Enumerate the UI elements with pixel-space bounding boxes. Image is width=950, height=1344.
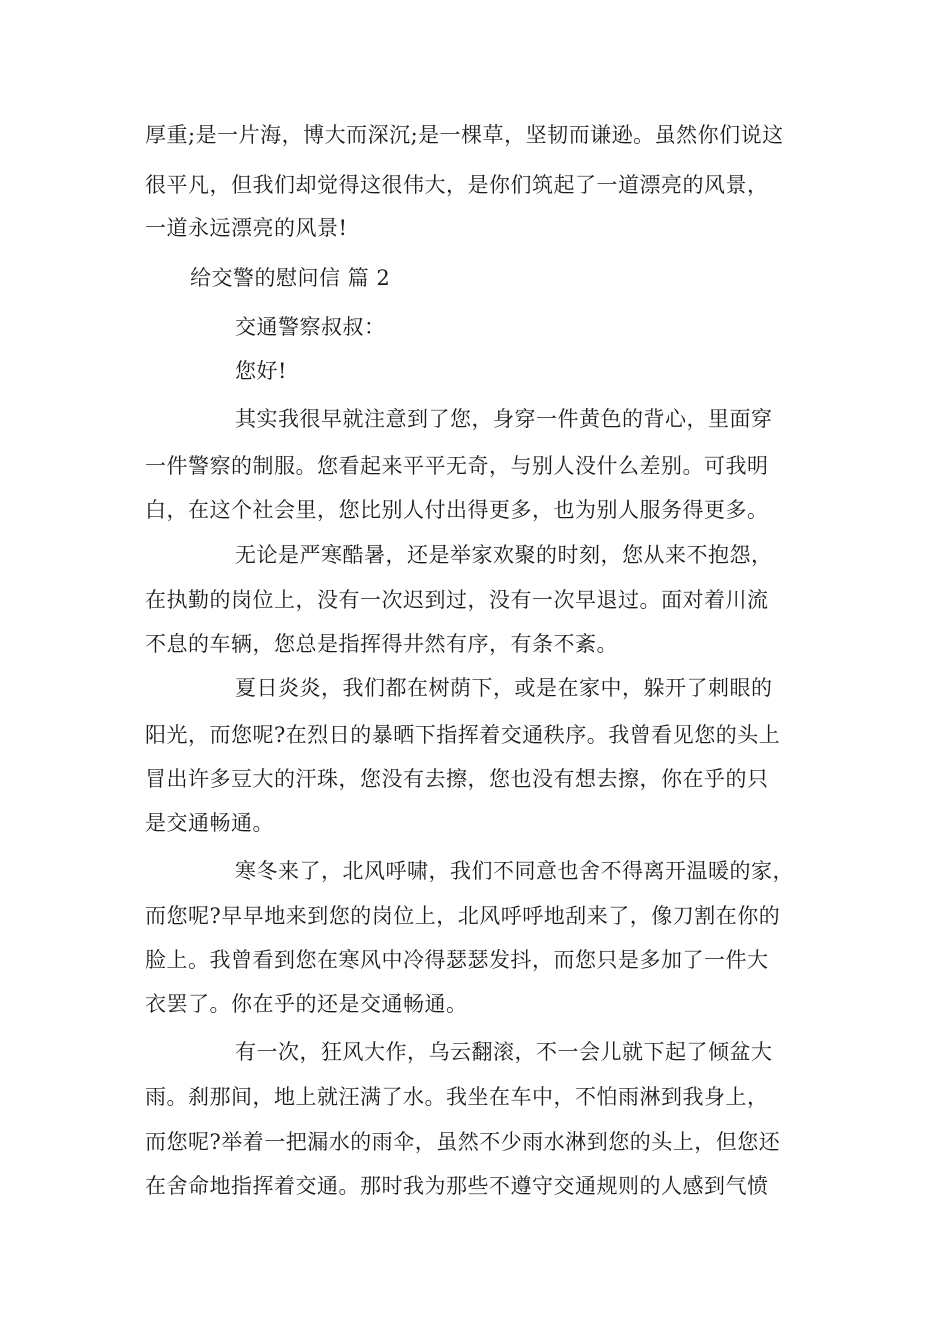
text-line: 而您呢?举着一把漏水的雨伞，虽然不少雨水淋到您的头上，但您还 [145, 1130, 781, 1154]
text-line: 不息的车辆，您总是指挥得井然有序，有条不紊。 [145, 632, 618, 656]
text-line: 无论是严寒酷暑，还是举家欢聚的时刻，您从来不抱怨， [235, 543, 773, 567]
text-line: 寒冬来了，北风呼啸，我们不同意也舍不得离开温暖的家， [235, 859, 794, 883]
text-line: 衣罢了。你在乎的还是交通畅通。 [145, 992, 468, 1016]
salutation: 交通警察叔叔： [235, 315, 386, 339]
text-line: 在执勤的岗位上，没有一次迟到过，没有一次早退过。面对着川流 [145, 588, 769, 612]
text-line: 阳光，而您呢?在烈日的暴晒下指挥着交通秩序。我曾看见您的头上 [145, 723, 781, 747]
section-heading: 给交警的慰问信 篇 2 [190, 266, 391, 290]
text-line: 一道永远漂亮的风景! [145, 216, 348, 240]
text-line: 一件警察的制服。您看起来平平无奇，与别人没什么差别。可我明 [145, 454, 769, 478]
text-line: 其实我很早就注意到了您，身穿一件黄色的背心，里面穿 [235, 407, 773, 431]
text-line: 脸上。我曾看到您在寒风中冷得瑟瑟发抖，而您只是多加了一件大 [145, 948, 769, 972]
greeting: 您好! [235, 359, 287, 383]
text-line: 在舍命地指挥着交通。那时我为那些不遵守交通规则的人感到气愤 [145, 1174, 769, 1198]
text-line: 白，在这个社会里，您比别人付出得更多，也为别人服务得更多。 [145, 498, 769, 522]
text-line: 而您呢?早早地来到您的岗位上，北风呼呼地刮来了，像刀割在你的 [145, 904, 781, 928]
text-line: 雨。刹那间，地上就汪满了水。我坐在车中，不怕雨淋到我身上， [145, 1085, 769, 1109]
text-line: 有一次，狂风大作，乌云翻滚，不一会儿就下起了倾盆大 [235, 1040, 773, 1064]
text-line: 是交通畅通。 [145, 811, 274, 835]
text-line: 厚重;是一片海，博大而深沉;是一棵草，坚韧而谦逊。虽然你们说这 [145, 123, 784, 147]
text-line: 很平凡，但我们却觉得这很伟大，是你们筑起了一道漂亮的风景， [145, 173, 769, 197]
text-line: 冒出许多豆大的汗珠，您没有去擦，您也没有想去擦，你在乎的只 [145, 767, 769, 791]
text-line: 夏日炎炎，我们都在树荫下，或是在家中，躲开了刺眼的 [235, 676, 773, 700]
